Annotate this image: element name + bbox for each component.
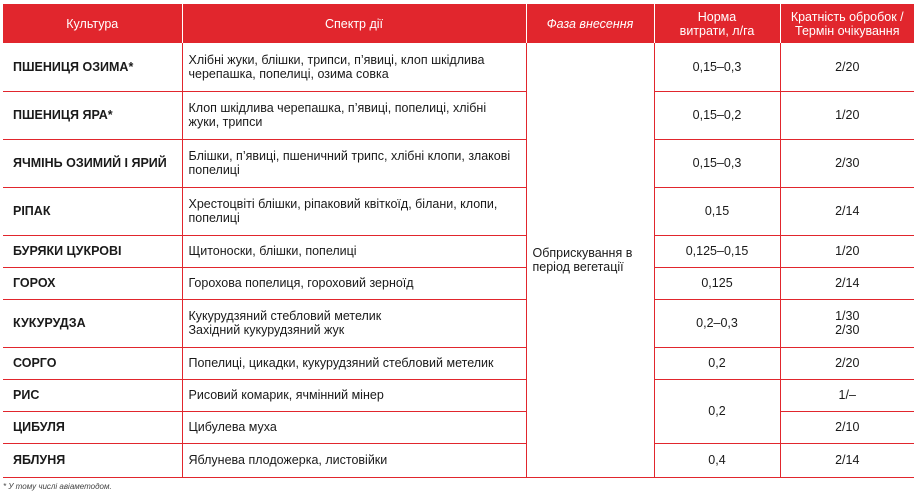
- spectrum-cell: Клоп шкідлива черепашка, п’явиці, попелиці, хлібні жуки, трипси: [182, 91, 526, 139]
- spectrum-cell: Яблунева плодожерка, листовійки: [182, 443, 526, 477]
- spectrum-cell: Попелиці, цикадки, кукурудзяний стебловий метелик: [182, 347, 526, 379]
- crop-cell: СОРГО: [3, 347, 182, 379]
- multiplicity-cell: 1/–: [780, 379, 914, 411]
- footnote: * У тому числі авіаметодом.: [3, 482, 112, 491]
- phase-cell: Обприскування в період вегетації: [526, 43, 654, 477]
- header-rate: [654, 4, 780, 43]
- multiplicity-cell: 2/14: [780, 443, 914, 477]
- table-body: [3, 43, 914, 477]
- table-row: [3, 379, 914, 411]
- rate-cell: 0,15–0,3: [654, 139, 780, 187]
- table-row: [3, 187, 914, 235]
- spectrum-cell: Цибулева муха: [182, 411, 526, 443]
- multiplicity-cell: 1/20: [780, 91, 914, 139]
- table-header-row: [3, 4, 914, 43]
- rate-cell: 0,15–0,2: [654, 91, 780, 139]
- crop-cell: ЯЧМІНЬ ОЗИМИЙ І ЯРИЙ: [3, 139, 182, 187]
- header-multiplicity: [780, 4, 914, 43]
- header-mult-line1: Кратність обробок /: [790, 9, 904, 24]
- multiplicity-cell: 2/30: [780, 139, 914, 187]
- spectrum-cell: Горохова попелиця, гороховий зерноїд: [182, 267, 526, 299]
- spectrum-cell: [182, 299, 526, 347]
- spectrum-cell: Блішки, п’явиці, пшеничний трипс, хлібні клопи, злакові попелиці: [182, 139, 526, 187]
- crop-cell: РИС: [3, 379, 182, 411]
- header-crop: Культура: [3, 4, 182, 43]
- spectrum-line: Західний кукурудзяний жук: [188, 323, 345, 337]
- header-rate-line2: витрати, л/га: [679, 23, 755, 38]
- crop-cell: ЯБЛУНЯ: [3, 443, 182, 477]
- rate-cell: 0,2: [654, 379, 780, 443]
- crop-cell: РІПАК: [3, 187, 182, 235]
- spectrum-line: Кукурудзяний стебловий метелик: [188, 309, 382, 323]
- multiplicity-cell: 1/20: [780, 235, 914, 267]
- multiplicity-cell: 2/14: [780, 187, 914, 235]
- rate-cell: 0,2–0,3: [654, 299, 780, 347]
- table-row: [3, 347, 914, 379]
- crop-cell: БУРЯКИ ЦУКРОВІ: [3, 235, 182, 267]
- spectrum-cell: Хлібні жуки, блішки, трипси, п’явиці, клоп шкідлива черепашка, попелиці, озима совка: [182, 43, 526, 91]
- rate-cell: 0,15: [654, 187, 780, 235]
- rate-cell: 0,125: [654, 267, 780, 299]
- header-spectrum: Спектр дії: [182, 4, 526, 43]
- table-row: [3, 235, 914, 267]
- application-table: [3, 4, 914, 478]
- header-rate-line1: Норма: [697, 9, 737, 24]
- rate-cell: 0,15–0,3: [654, 43, 780, 91]
- table-row: [3, 43, 914, 91]
- rate-cell: 0,2: [654, 347, 780, 379]
- spectrum-cell: Рисовий комарик, ячмінний мінер: [182, 379, 526, 411]
- header-phase: Фаза внесення: [526, 4, 654, 43]
- crop-cell: ПШЕНИЦЯ ОЗИМА*: [3, 43, 182, 91]
- spectrum-cell: Хрестоцвіті блішки, ріпаковий квіткоїд, білани, клопи, попелиці: [182, 187, 526, 235]
- rate-cell: 0,4: [654, 443, 780, 477]
- multiplicity-cell: [780, 299, 914, 347]
- crop-cell: ЦИБУЛЯ: [3, 411, 182, 443]
- multiplicity-cell: 2/20: [780, 43, 914, 91]
- table-row: [3, 299, 914, 347]
- crop-cell: ГОРОХ: [3, 267, 182, 299]
- multiplicity-cell: 2/20: [780, 347, 914, 379]
- crop-cell: ПШЕНИЦЯ ЯРА*: [3, 91, 182, 139]
- multiplicity-line: 1/30: [835, 309, 860, 323]
- table-row: [3, 91, 914, 139]
- rate-cell: 0,125–0,15: [654, 235, 780, 267]
- table-row: [3, 267, 914, 299]
- crop-cell: КУКУРУДЗА: [3, 299, 182, 347]
- multiplicity-cell: 2/14: [780, 267, 914, 299]
- table-row: [3, 139, 914, 187]
- spectrum-cell: Щитоноски, блішки, попелиці: [182, 235, 526, 267]
- multiplicity-cell: 2/10: [780, 411, 914, 443]
- multiplicity-line: 2/30: [835, 323, 860, 337]
- header-mult-line2: Термін очікування: [795, 23, 900, 38]
- table-row: [3, 443, 914, 477]
